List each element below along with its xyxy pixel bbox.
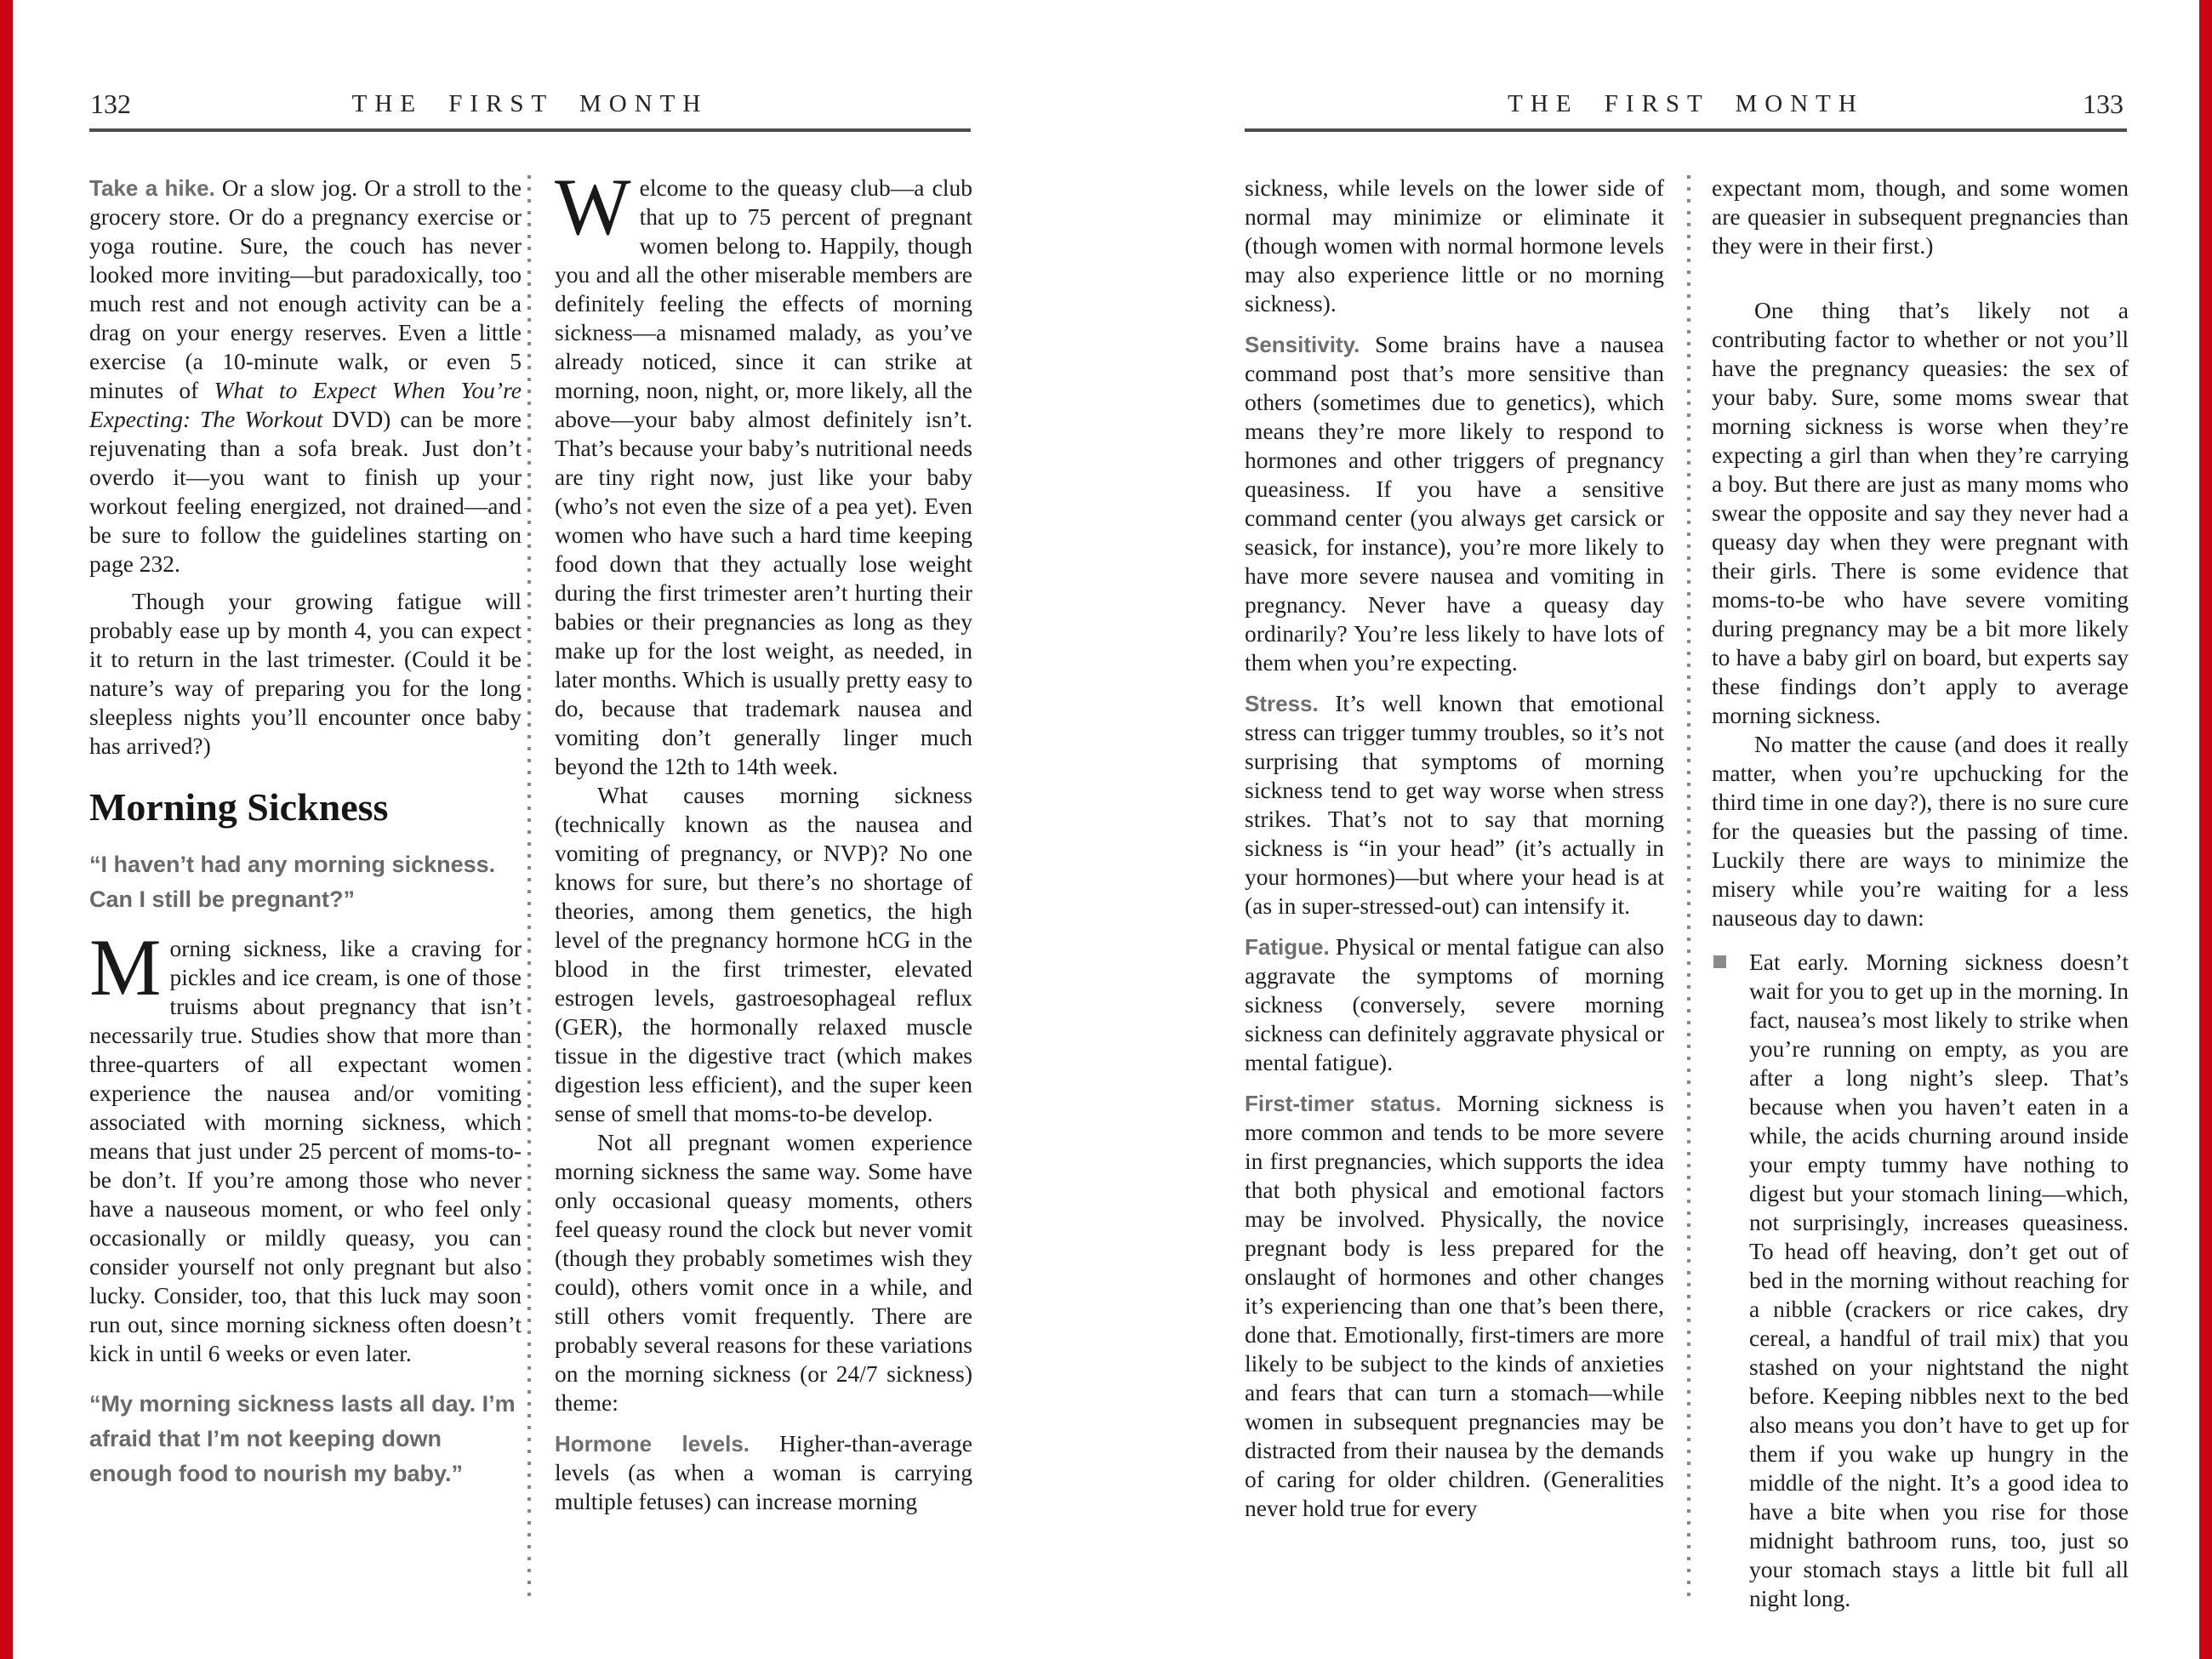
paragraph-text: Physical or mental fatigue can also aggravate the symptoms of morning sickness (conversely, severe morning sickness can definitely aggravate physical or mental fatigue). [1245,933,1664,1075]
paragraph-not-all-women: Not all pregnant women experience morning sickness the same way. Some have only occasional queasy moments, others feel queasy round the clock but never vomit (though they probably sometimes wish they could), others vomit once in a while, and still others vomit frequently. There are probably several reasons for these variations on the morning sickness (or 24/7 sickness) theme: [555,1129,972,1416]
right-edge-red-bar [2199,0,2212,1659]
right-page-column-divider [1687,175,1690,1601]
paragraph-text: Or a slow jog. Or a stroll to the grocery store. Or do a pregnancy exercise or yoga routine. Sure, the couch has never looked more inviting—but paradoxically, too much rest and not enough activity can be a drag on your energy reserves. Even a little exercise (a 10-minute walk, or even 5 minutes of [89,174,522,403]
paragraph-fatigue [1245,932,1664,1077]
left-page-column-divider [527,175,531,1601]
left-header-rule [89,128,971,132]
paragraph-no-matter-the-cause: No matter the cause (and does it really matter, when you’re upchucking for the third time in one day?), there is no sure cure for the queasies but the passing of time. Luckily there are ways to minimize the misery while you’re waiting for a less nauseous day to dawn: [1712,731,2129,931]
dropcap-w: W [555,162,631,252]
paragraph-dropcap-m [89,922,522,1368]
paragraph-first-timer-status [1245,1089,1664,1523]
paragraph-what-causes: What causes morning sickness (technically known as the nausea and vomiting of pregnancy, or NVP)? No one knows for sure, but there’s no shortage of theories, among them genetics, the high level of the pregnancy hormone hCG in the blood in the first trimester, elevated estrogen levels, gastroesophageal reflux (GER), the hormonally relaxed muscle tissue in the digestive tract (which makes digestion less efficient), and the super keen sense of smell that moms-to-be develop. [555,782,972,1126]
column-4 [1712,174,2129,1613]
right-page-number: 133 [2083,88,2124,119]
lead-in-sensitivity: Sensitivity. [1245,332,1360,357]
book-title-italic: What to Expect When You’re Expecting: The Workout [89,377,522,432]
column-2 [555,162,972,1516]
left-running-header: THE FIRST MONTH [351,90,709,117]
paragraph-take-a-hike [89,174,522,579]
bullet-eat-early [1712,948,2129,1613]
reader-question-1: “I haven’t had any morning sickness. Can I still be pregnant?” [89,852,496,912]
paragraph-text: DVD) can be more rejuvenating than a sofa break. Just don’t overdo it—you want to finish up your workout feeling energized, not drained—and be sure to follow the guidelines starting on page 232. [89,406,522,577]
square-bullet-icon [1713,955,1726,968]
column-3 [1245,174,1664,1523]
lead-in-stress: Stress. [1245,691,1319,716]
paragraph-text: Higher-than-average levels (as when a woman is carrying multiple fetuses) can increase morning [555,1430,972,1514]
paragraph-sensitivity [1245,330,1664,677]
section-heading-morning-sickness: Morning Sickness [89,785,389,829]
lead-in-fatigue: Fatigue. [1245,934,1330,960]
paragraph-fatigue-return: Though your growing fatigue will probably ease up by month 4, you can expect it to return in the last trimester. (Could it be nature’s way of preparing you for the long sleepless nights you’ll encounter once baby has arrived?) [89,588,522,759]
paragraph-hormone-levels [555,1429,972,1516]
bullet-text: Eat early. Morning sickness doesn’t wait for you to get up in the morning. In fact, nausea’s most likely to strike when you’re running on empty, as you are after a long night’s sleep. That’s because when you haven’t eaten in a while, the acids churning around inside your empty tummy have nothing to digest but your stomach lining—which, not surprisingly, increases queasiness. To head off heaving, don’t get out of bed in the morning without reaching for a nibble (crackers or rice cakes, dry cereal, a handful of trail mix) that you stashed on your nightstand the night before. Keeping nibbles next to the bed also means you don’t have to get up for them if you wake up hungry in the middle of the night. It’s a good idea to have a bite when you rise for those midnight bathroom runs, too, just so your stomach stays a little bit full all night long. [1749,949,2129,1611]
paragraph-hormone-continuation: sickness, while levels on the lower side of normal may minimize or eliminate it (though women with normal hormone levels may also experience little or no morning sickness). [1245,174,1664,316]
paragraph-text: elcome to the queasy club—a club that up to 75 percent of pregnant women belong to. Happily, though you and all the other miserable members are definitely feeling the effects of morning sickness—a misnamed malady, as you’ve already noticed, since it can strike at morning, noon, night, or, more likely, all the above—your baby almost definitely isn’t. That’s because your baby’s nutritional needs are tiny right now, just like your baby (who’s not even the size of a pea yet). Even women who have such a hard time keeping food down that they actually lose weight during the first trimester aren’t hurting their babies or their pregnancies as long as they make up for the lost weight, as needed, in later months. Which is usually pretty easy to do, because that trademark nausea and vomiting don’t generally linger much beyond the 12th to 14th week. [555,174,972,779]
paragraph-stress [1245,689,1664,921]
right-header-rule [1245,128,2127,132]
left-page-number: 132 [90,88,131,119]
lead-in-first-timer-status: First-timer status. [1245,1091,1442,1116]
lead-in-take-a-hike: Take a hike. [89,175,215,201]
paragraph-text: It’s well known that emotional stress can trigger tummy troubles, so it’s not surprising that symptoms of morning sickness tend to get way worse when stress strikes. That’s not to say that morning sickness is “in your head” (it’s actually in your hormones)—but where your head is at (as in super-stressed-out) can intensify it. [1245,690,1664,919]
paragraph-dropcap-w [555,162,972,781]
paragraph-text: orning sickness, like a craving for pickles and ice cream, is one of those truisms about pregnancy that isn’t necessarily true. Studies show that more than three-quarters of all expectant women experience the nausea and/or vomiting associated with morning sickness, which means that just under 25 percent of moms-to-be don’t. If you’re among those who never have a nauseous moment, or who feel only occasionally or mildly queasy, you can consider yourself not only pregnant but also lucky. Consider, too, that this luck may soon run out, since morning sickness often doesn’t kick in until 6 weeks or even later. [89,935,522,1366]
left-edge-red-bar [0,0,13,1659]
paragraph-text: Morning sickness is more common and tends to be more severe in first pregnancies, which supports the idea that both physical and emotional factors may be involved. Physically, the novice pregnant body is less prepared for the onslaught of hormones and other changes it’s experiencing than one that’s been there, done that. Emotionally, first-timers are more likely to be subject to the kinds of anxieties and fears that can turn a stomach—while women in subsequent pregnancies may be distracted from their nausea by the demands of caring for older children. (Generalities never hold true for every [1245,1090,1664,1521]
dropcap-m: M [89,922,162,1012]
paragraph-text: Some brains have a nausea command post that’s more sensitive than others (sometimes due to genetics), which means they’re more likely to respond to hormones and other triggers of pregnancy queasiness. If you have a sensitive command center (you always get carsick or seasick, for instance), you’re more likely to have more severe nausea and vomiting in pregnancy. Never have a queasy day ordinarily? You’re less likely to have lots of them when you’re expecting. [1245,331,1664,676]
reader-question-2: “My morning sickness lasts all day. I’m afraid that I’m not keeping down enough food to nourish my baby.” [89,1391,516,1486]
paragraph-sex-of-baby: One thing that’s likely not a contributing factor to whether or not you’ll have the pregnancy queasies: the sex of your baby. Sure, some moms swear that morning sickness is worse when they’re expecting a girl than when they’re carrying a boy. But there are just as many moms who swear the opposite and say they never had a queasy day when they were pregnant with their girls. There is some evidence that moms-to-be who have severe vomiting during pregnancy may be a bit more likely to have a baby girl on board, but experts say these findings don’t apply to average morning sickness. [1712,297,2129,728]
lead-in-hormone-levels: Hormone levels. [555,1431,750,1457]
right-running-header: THE FIRST MONTH [1508,90,1864,117]
paragraph-first-timer-continuation: expectant mom, though, and some women are queasier in subsequent pregnancies than they were in their first.) [1712,174,2129,259]
column-1 [89,174,522,1508]
